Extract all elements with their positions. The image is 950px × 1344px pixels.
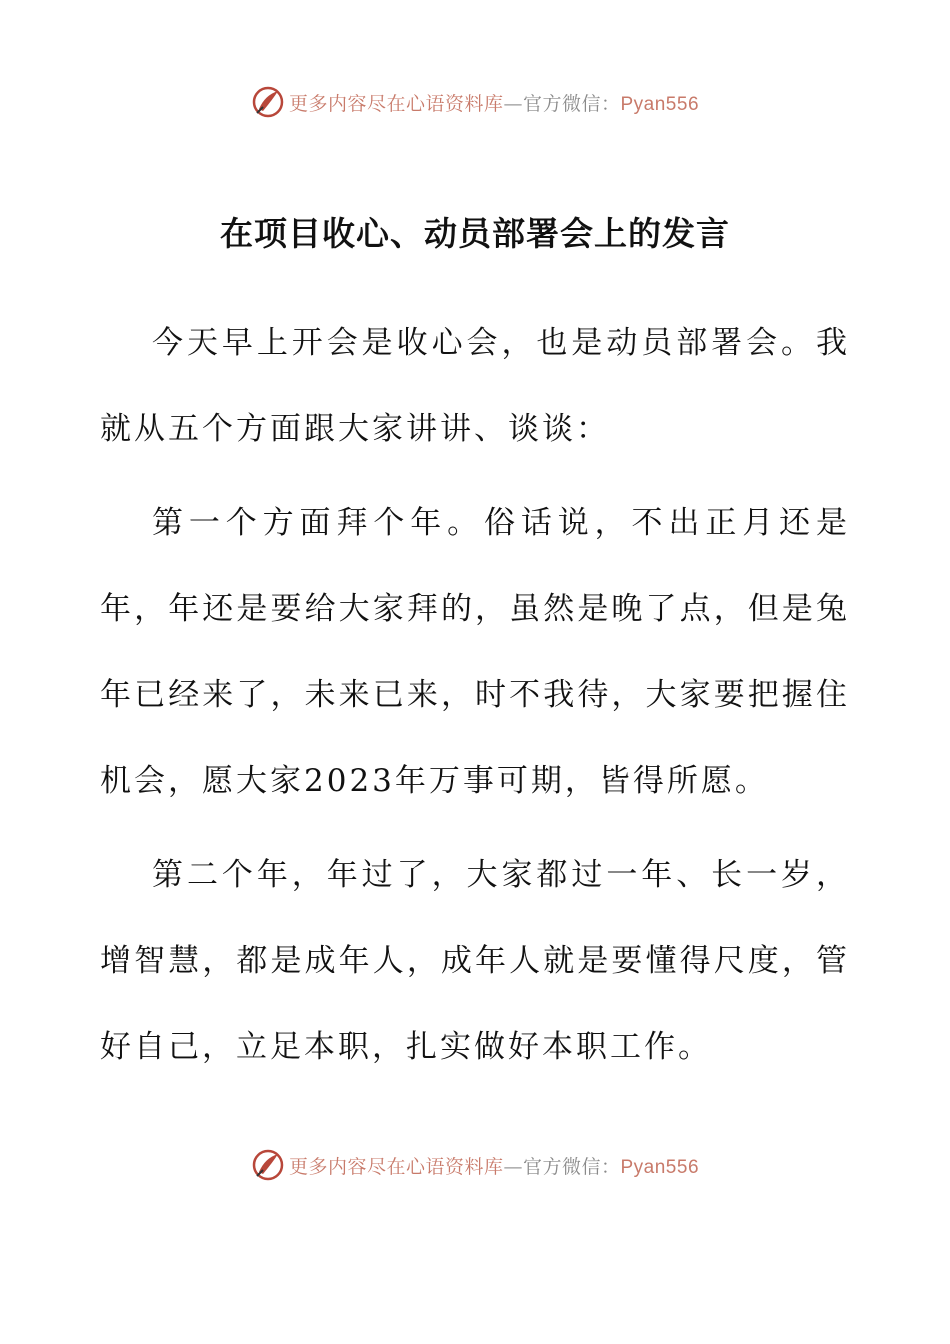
watermark-text [289, 89, 699, 116]
watermark-footer [0, 1145, 950, 1185]
paragraph-3: 第二个年，年过了，大家都过一年、长一岁，增智慧，都是成年人，成年人就是要懂得尺度，管好自己，立足本职，扎实做好本职工作。 [100, 857, 850, 1065]
watermark-id: Pyan556 [620, 93, 700, 115]
document-body [100, 300, 850, 1098]
watermark-text [289, 1152, 699, 1179]
document-title: 在项目收心、动员部署会上的发言 [220, 214, 730, 253]
pen-nib-logo-icon [251, 85, 285, 119]
watermark-id: Pyan556 [620, 1156, 700, 1178]
paragraph-1: 今天早上开会是收心会，也是动员部署会。我就从五个方面跟大家讲讲、谈谈： [100, 325, 850, 447]
watermark-label: 官方微信： [522, 1155, 621, 1178]
watermark-separator: — [503, 92, 523, 115]
watermark-main: 更多内容尽在心语资料库 [288, 1155, 504, 1178]
watermark-main: 更多内容尽在心语资料库 [288, 92, 504, 115]
watermark-header [0, 82, 950, 122]
paragraph-2: 第一个方面拜个年。俗话说，不出正月还是年，年还是要给大家拜的，虽然是晚了点，但是兔年已经来了，未来已来，时不我待，大家要把握住机会，愿大家2023年万事可期，皆得所愿。 [100, 505, 850, 799]
pen-nib-logo-icon [251, 1148, 285, 1182]
watermark-separator: — [503, 1155, 523, 1178]
watermark-label: 官方微信： [522, 92, 621, 115]
